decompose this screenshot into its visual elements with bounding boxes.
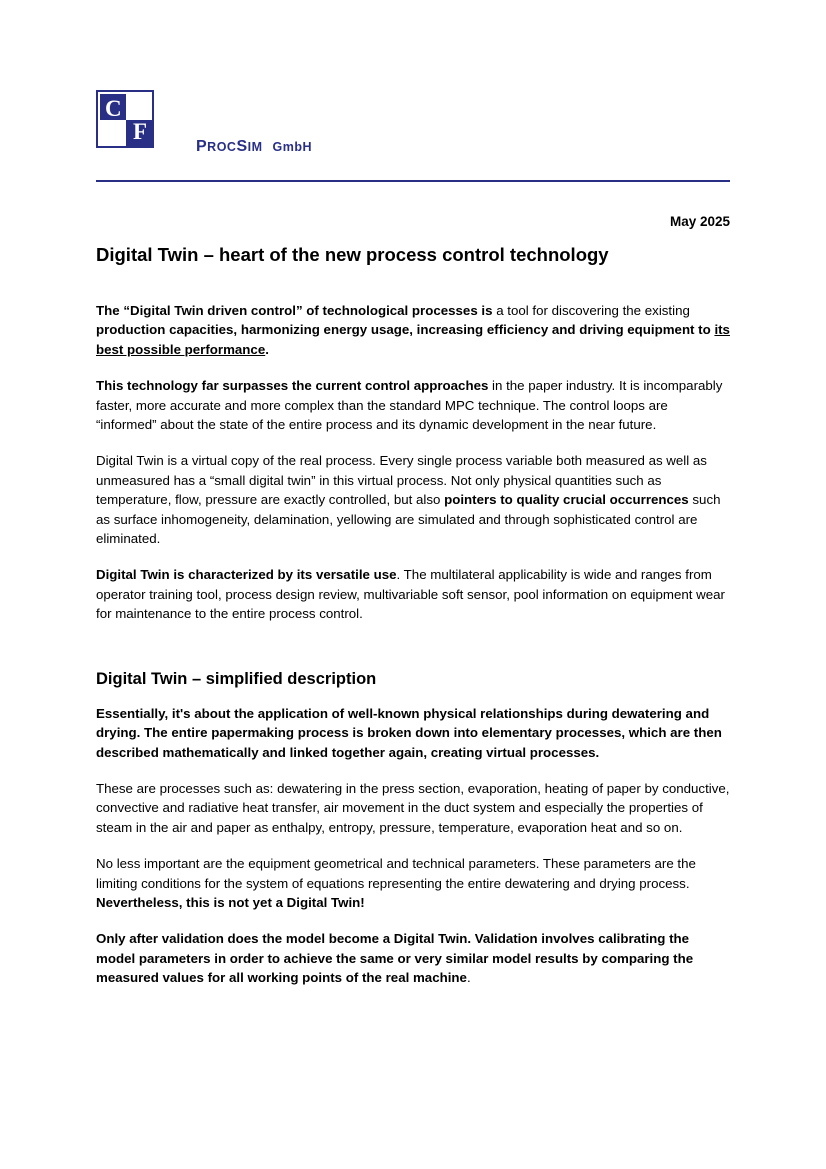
paragraph-3: Digital Twin is a virtual copy of the real process. Every single process variable both measured as well as unmeasured has a “small digital twin” in this virtual process. Not only physical quantities such as temperature, flow, pressure are exactly controlled, but also pointers to quality crucial occurrences such as surface inhomogeneity, delamination, yellowing are simulated and through sophisticated control are eliminated. (96, 453, 721, 547)
brand-gmbh: GmbH (272, 140, 313, 154)
brand-im: IM (247, 140, 263, 154)
document-date: May 2025 (669, 214, 730, 229)
paragraph-6: These are processes such as: dewatering in the press section, evaporation, heating of paper by conductive, convective and radiative heat transfer, air movement in the duct system and especially the properties of steam in the air and paper as enthalpy, entropy, pressure, temperature, evaporation heat and so on. (96, 780, 730, 835)
paragraph-4: Digital Twin is characterized by its versatile use. The multilateral applicability is wide and ranges from operator training tool, process design review, multivariable soft sensor, pool information on equipment wear for maintenance to the entire process control. (96, 567, 725, 622)
brand-s: S (236, 138, 248, 155)
document-header (96, 90, 730, 182)
company-logo (96, 90, 162, 156)
paragraph-2: This technology far surpasses the current control approaches in the paper industry. It is incomparably faster, more accurate and more complex than the standard MPC technique. The control loops are “informed” about the state of the entire process and its dynamic development in the near future. (96, 378, 723, 433)
logo-letter-f: F (133, 119, 148, 144)
logo-frame (96, 90, 154, 148)
paragraph-8: Only after validation does the model become a Digital Twin. Validation involves calibrating the model parameters in order to achieve the same or very similar model results by comparing the measured values for all working points of the real machine. (96, 931, 694, 986)
brand-name (196, 138, 312, 156)
paragraph-7: No less important are the equipment geometrical and technical parameters. These parameters are the limiting conditions for the system of equations representing the entire dewatering and drying process. Nevertheless, this is not yet a Digital Twin! (96, 856, 696, 910)
header-divider (96, 180, 730, 182)
page-title: Digital Twin – heart of the new process control technology (96, 244, 609, 265)
section-title: Digital Twin – simplified description (96, 669, 377, 688)
logo-letter-c: C (105, 96, 122, 121)
paragraph-5: Essentially, it's about the application of well-known physical relationships during dewatering and drying. The entire papermaking process is broken down into elementary processes, which are then described mathematically and linked together again, creating virtual processes. (96, 705, 722, 760)
document-body (96, 243, 730, 1005)
paragraph-1: The “Digital Twin driven control” of technological processes is a tool for discovering the existing production capacities, harmonizing energy usage, increasing efficiency and driving equipment to its best possible performance. (96, 303, 730, 357)
brand-roc: ROC (207, 140, 237, 154)
brand-p: P (196, 138, 208, 155)
